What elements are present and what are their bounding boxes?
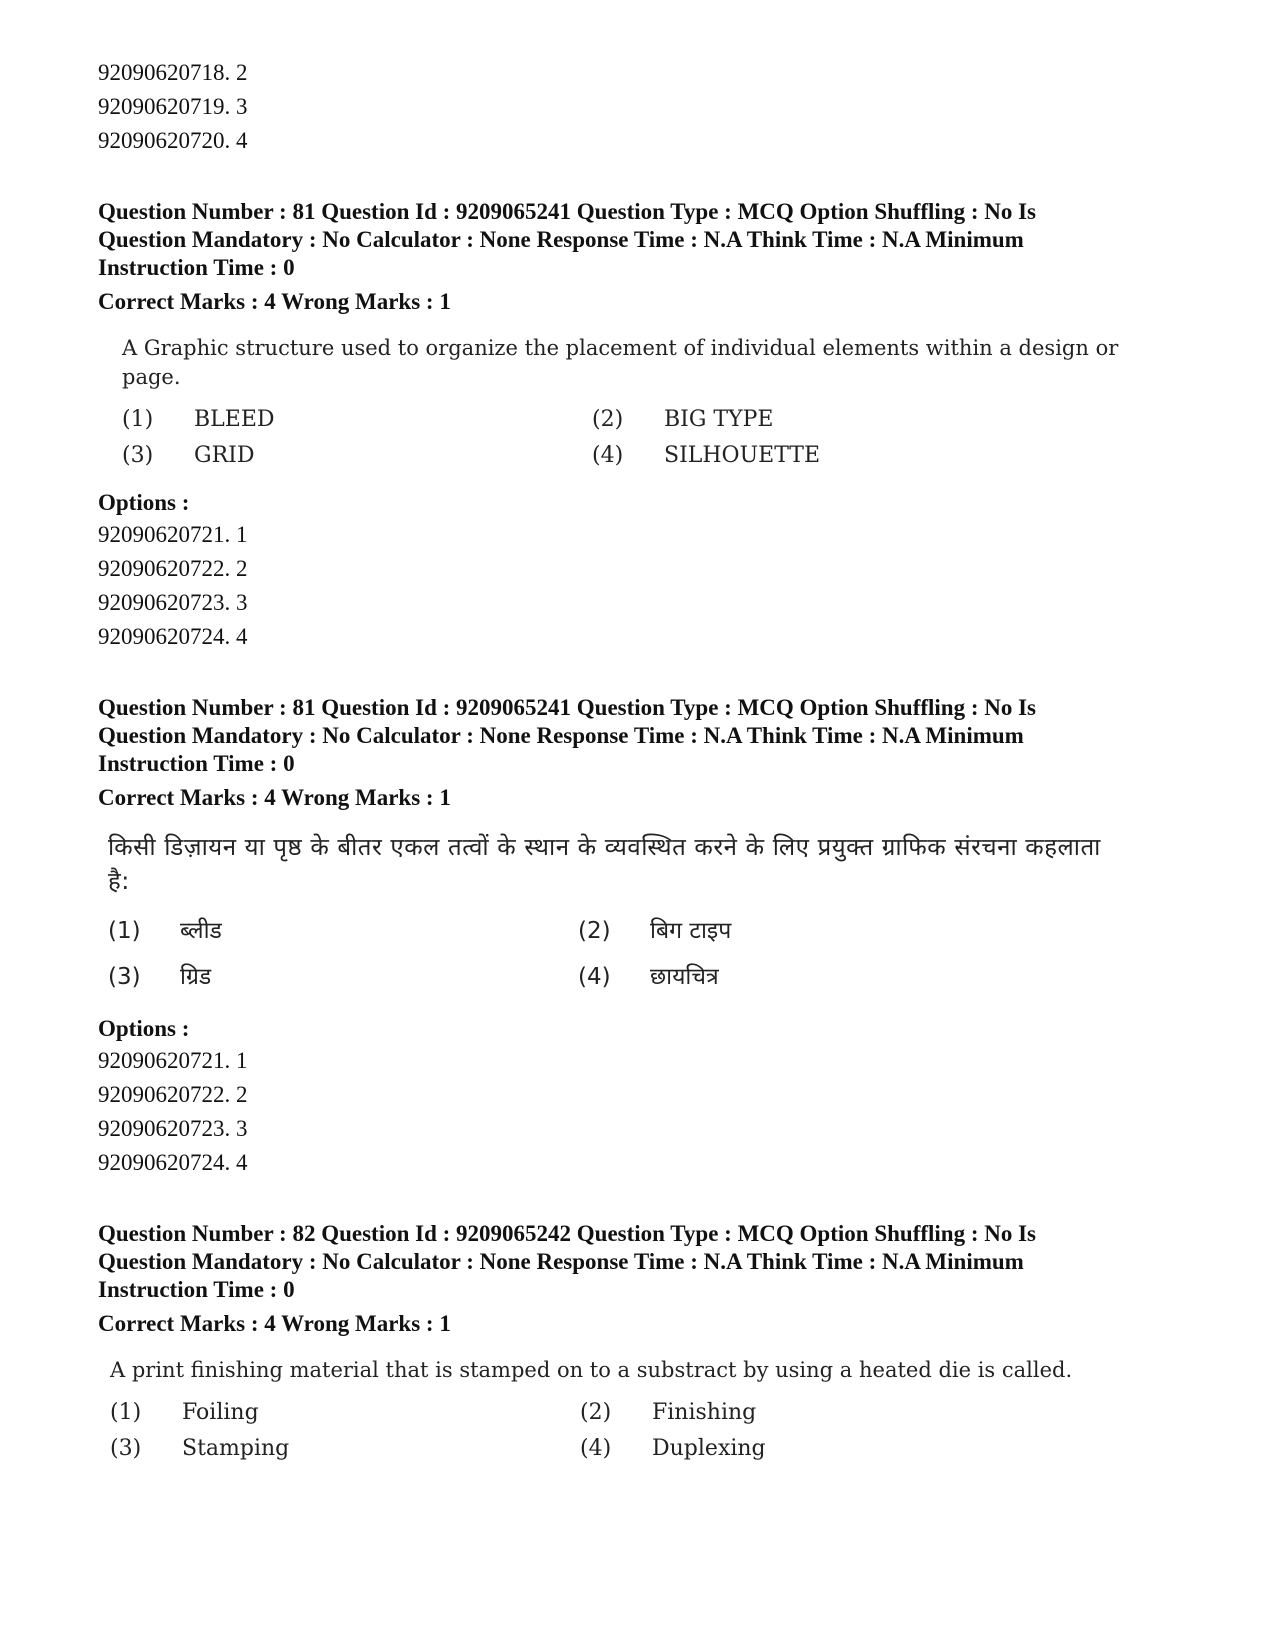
answer-choice [578,912,1048,950]
question-block-82-english [98,1220,1178,1463]
question-meta [98,198,1178,282]
option-line: 92090620724. 4 [98,1150,248,1175]
choice-label: BLEED [194,407,275,432]
choice-number: (3) [122,443,154,468]
choice-label: BIG TYPE [664,407,774,432]
question-meta-line: Question Number : 82 Question Id : 9209065242 Question Type : MCQ Option Shuffling : No Is [98,1221,1037,1246]
question-meta [98,694,1178,778]
question-meta-line: Question Number : 81 Question Id : 9209065241 Question Type : MCQ Option Shuffling : No Is [98,199,1037,224]
question-text: किसी डिज़ायन या पृष्ठ के बीतर एकल तत्वों के स्थान के व्यवस्थित करने के लिए प्रयुक्त ग्राफिक संरचना कहलाता है: [108,833,1101,895]
document-page [98,56,1178,1463]
answer-choice [122,406,592,434]
option-line: 92090620723. 3 [98,590,248,615]
question-text: A print finishing material that is stamped on to a substract by using a heated die is called. [110,1358,1073,1382]
answer-choice [578,958,1048,996]
choice-label: Finishing [652,1400,757,1425]
question-meta-line: Question Number : 81 Question Id : 9209065241 Question Type : MCQ Option Shuffling : No Is [98,695,1037,720]
choice-number: (1) [108,918,141,944]
question-meta [98,1220,1178,1304]
question-block-81-hindi [98,694,1178,1180]
choice-number: (4) [592,443,624,468]
question-marks: Correct Marks : 4 Wrong Marks : 1 [98,289,451,314]
option-line: 92090620724. 4 [98,624,248,649]
choice-label: छायचित्र [650,964,719,990]
answer-choice [592,406,1062,434]
choice-number: (1) [110,1400,142,1425]
answer-choice [108,958,578,996]
options-list [98,1044,1178,1180]
options-list [98,518,1178,654]
option-line: 92090620721. 1 [98,522,248,547]
question-image-box [108,830,1128,996]
choice-number: (2) [592,407,624,432]
question-block-81-english [98,198,1178,654]
question-meta-line: Instruction Time : 0 [98,751,295,776]
answer-choice [122,442,592,470]
question-text: A Graphic structure used to organize the placement of individual elements within a design or page. [122,336,1119,389]
question-image-box [110,1356,1110,1463]
choice-label: Duplexing [652,1436,766,1461]
answer-choice [110,1435,580,1463]
choice-number: (1) [122,407,154,432]
choice-number: (2) [578,918,611,944]
options-heading: Options : [98,490,190,515]
choice-label: बिग टाइप [650,918,732,944]
choice-number: (3) [108,964,141,990]
choice-label: ग्रिड [180,964,212,990]
answer-choices [122,406,1122,470]
question-marks: Correct Marks : 4 Wrong Marks : 1 [98,1311,451,1336]
choice-label: Foiling [182,1400,259,1425]
answer-choices [108,912,1128,996]
question-meta-line: Instruction Time : 0 [98,255,295,280]
options-heading: Options : [98,1016,190,1041]
question-image-box [122,334,1122,470]
choice-label: SILHOUETTE [664,443,821,468]
option-line: 92090620723. 3 [98,1116,248,1141]
answer-choice [580,1435,1050,1463]
question-marks: Correct Marks : 4 Wrong Marks : 1 [98,785,451,810]
option-line: 92090620722. 2 [98,1082,248,1107]
question-meta-line: Instruction Time : 0 [98,1277,295,1302]
option-line: 92090620719. 3 [98,94,248,119]
choice-number: (2) [580,1400,612,1425]
answer-choice [592,442,1062,470]
choice-number: (4) [578,964,611,990]
option-line: 92090620720. 4 [98,128,248,153]
option-line: 92090620721. 1 [98,1048,248,1073]
answer-choice [110,1399,580,1427]
choice-number: (4) [580,1436,612,1461]
answer-choice [108,912,578,950]
choice-label: ब्लीड [180,918,222,944]
option-line: 92090620718. 2 [98,60,248,85]
question-meta-line: Question Mandatory : No Calculator : None Response Time : N.A Think Time : N.A Minimum [98,1249,1024,1274]
choice-label: Stamping [182,1436,290,1461]
answer-choice [580,1399,1050,1427]
question-meta-line: Question Mandatory : No Calculator : None Response Time : N.A Think Time : N.A Minimum [98,723,1024,748]
question-meta-line: Question Mandatory : No Calculator : None Response Time : N.A Think Time : N.A Minimum [98,227,1024,252]
option-line: 92090620722. 2 [98,556,248,581]
previous-options-list [98,56,1178,158]
answer-choices [110,1399,1110,1463]
choice-number: (3) [110,1436,142,1461]
choice-label: GRID [194,443,255,468]
